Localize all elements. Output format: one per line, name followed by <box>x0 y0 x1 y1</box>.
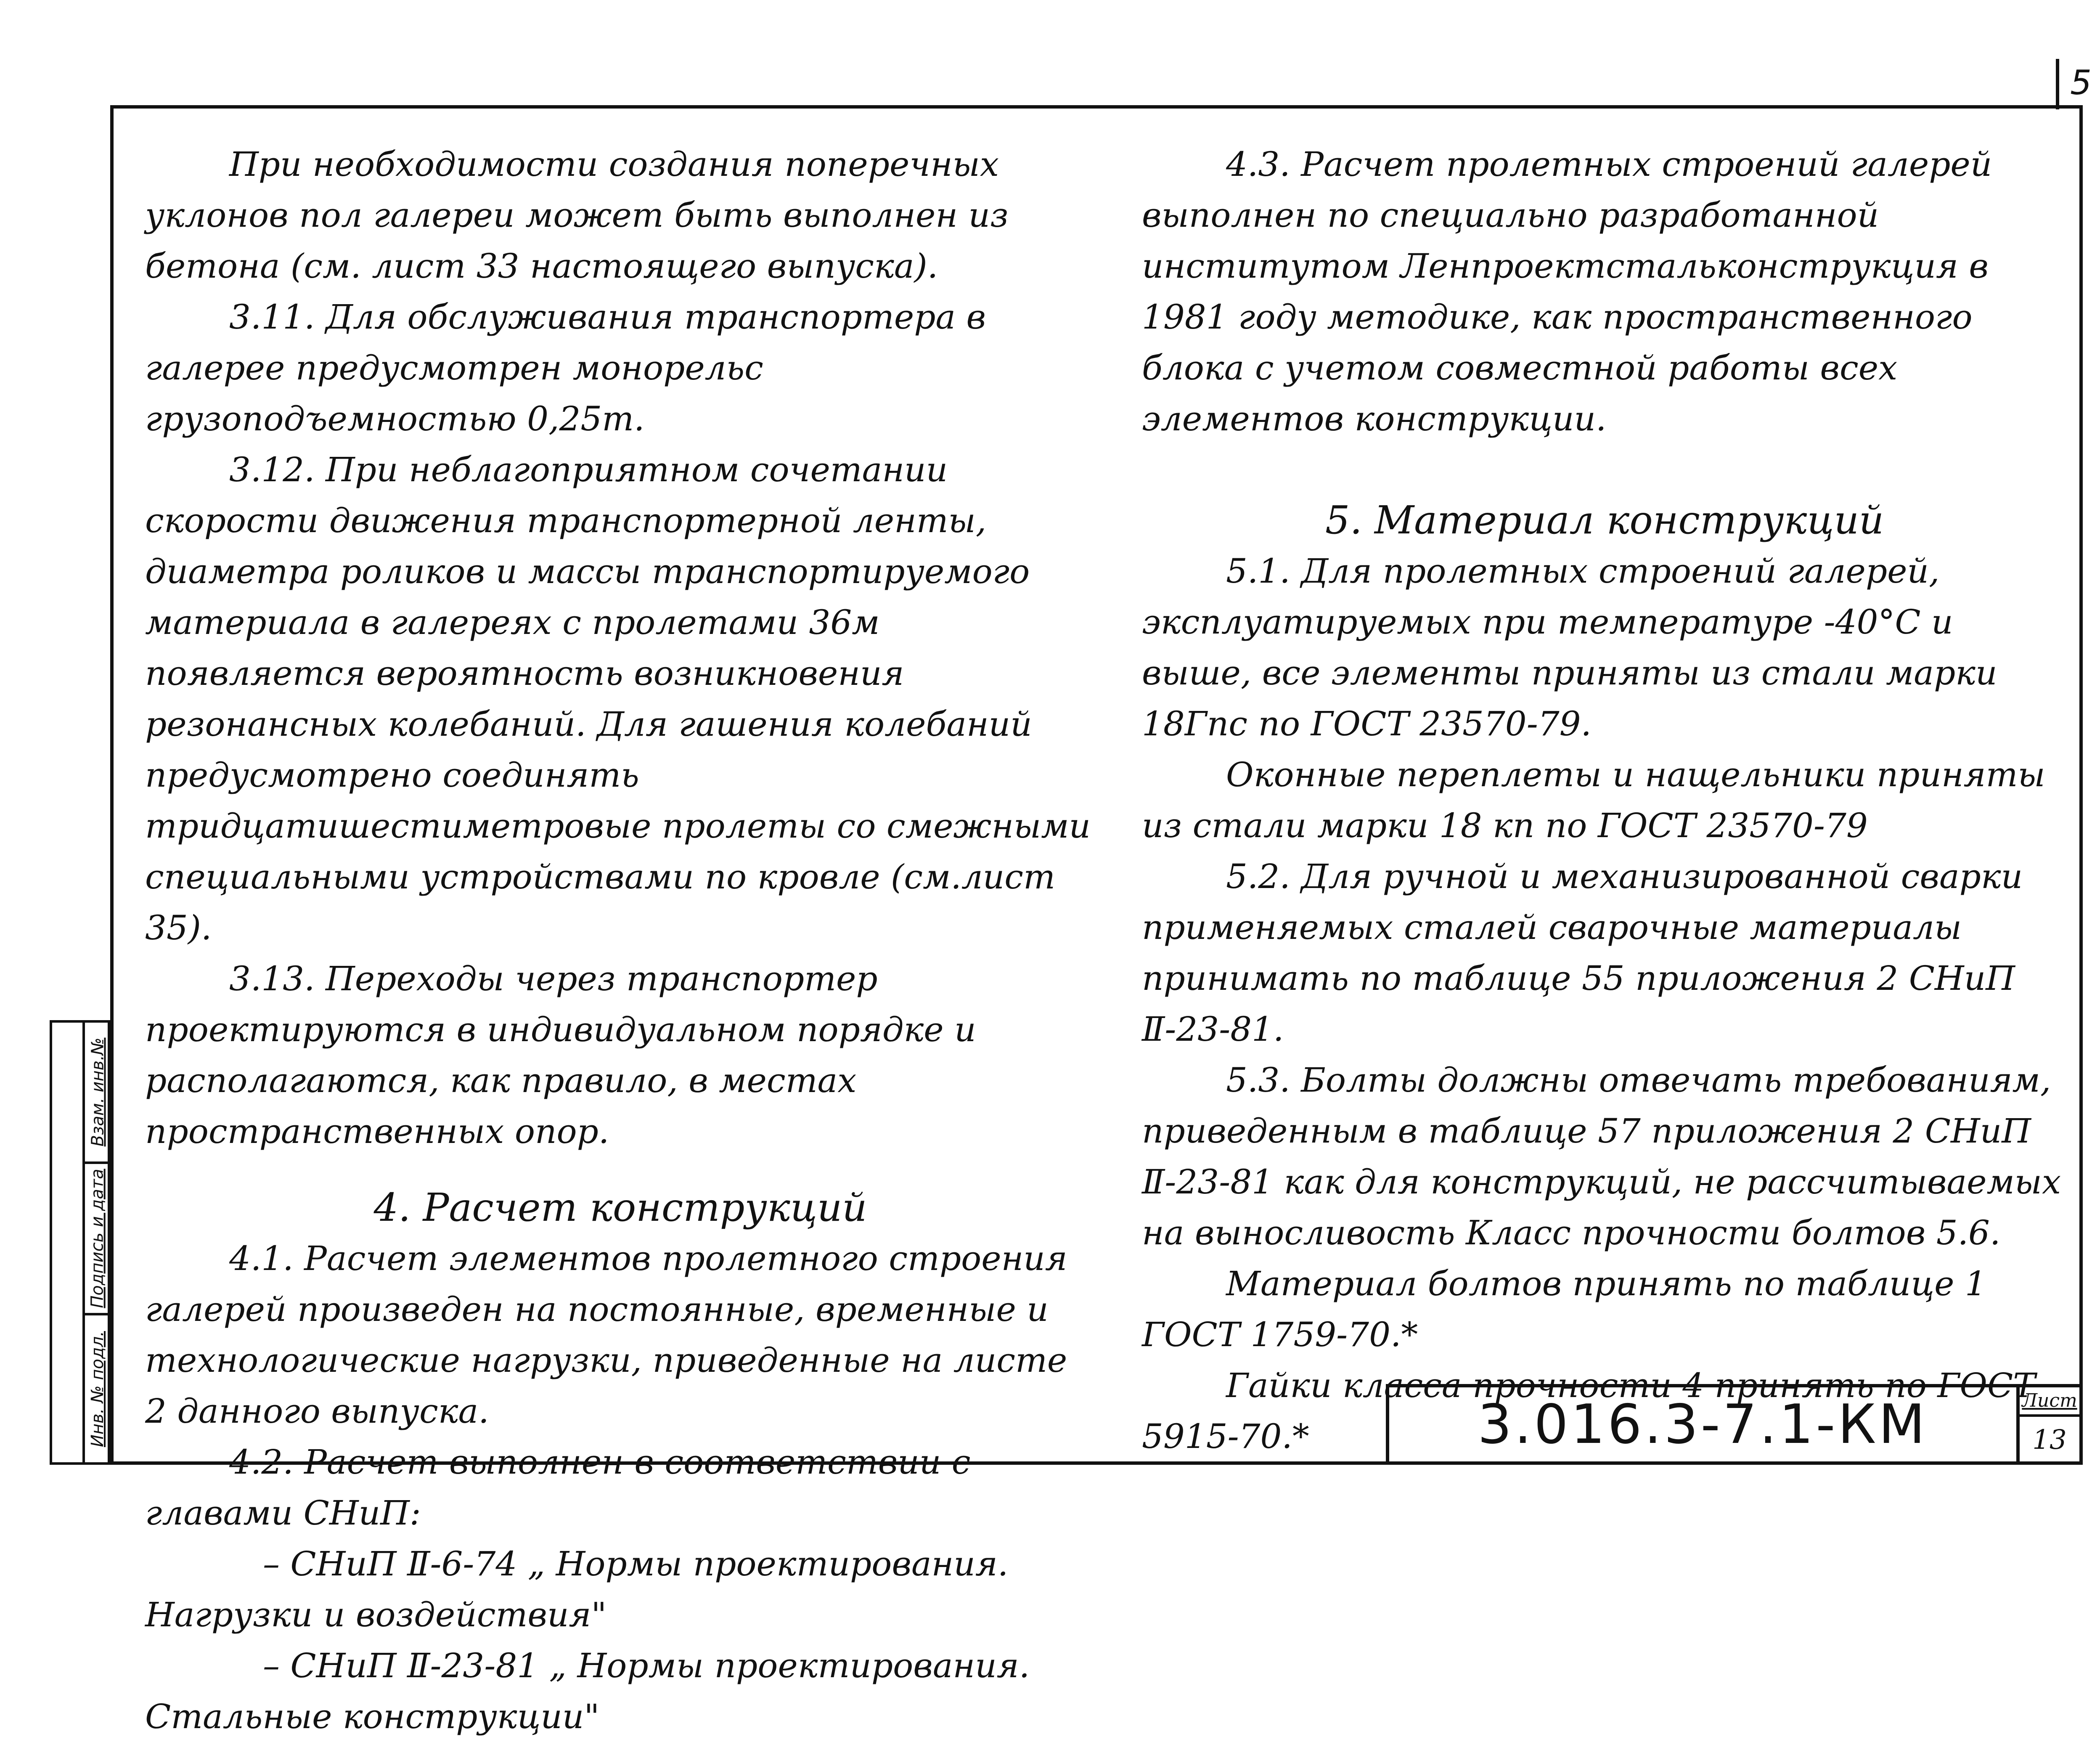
paragraph-5-3: 5.3. Болты должны отвечать требованиям, приведенным в таблице 57 приложения 2 СНиП Ⅱ-23-81 как для конструкций, не рассчитываемых на выносливость Класс прочности болтов 5.6. <box>1142 1061 2061 1252</box>
right-column <box>1142 139 2067 1462</box>
paragraph: При необходимости создания поперечных уклонов пол галереи может быть выполнен из бетона (см. лист 33 настоящего выпуска). <box>145 145 1009 286</box>
section-heading-5: 5. Материал конструкций <box>1325 498 1884 543</box>
left-column <box>145 139 1096 1742</box>
paragraph-5-2: 5.2. Для ручной и механизированной сварки применяемых сталей сварочные материалы принимать по таблице 55 приложения 2 СНиП Ⅱ-23-81. <box>1142 857 2023 1049</box>
paragraph-3-11: 3.11. Для обслуживания транспортера в галерее предусмотрен монорельс грузоподъемностью 0,25т. <box>145 297 986 438</box>
side-stamp-label-inv: Инв. № подл. <box>88 1331 107 1447</box>
side-stamp-label-vzam: Взам. инв.№ <box>88 1037 107 1147</box>
paragraph-4-1: 4.1. Расчет элементов пролетного строения галерей произведен на постоянные, временные и технологические нагрузки, приведенные на листе 2 данного выпуска. <box>145 1239 1067 1431</box>
paragraph-3-13: 3.13. Переходы через транспортер проектируются в индивидуальном порядке и располагаются, как правило, в местах пространственных опор. <box>145 959 976 1151</box>
paragraph-4-3: 4.3. Расчет пролетных строений галерей выполнен по специально разработанной институтом Ленпроектстальконструкция в 1981 году методике, как пространственного блока с учетом совместной работы всех элементов конструкции. <box>1142 145 1992 438</box>
side-stamp-cell <box>85 1164 110 1313</box>
side-stamp <box>50 1020 110 1465</box>
side-stamp-cell <box>85 1315 110 1463</box>
section-heading-4: 4. Расчет конструкций <box>373 1185 867 1230</box>
page-number-mark <box>2056 59 2059 109</box>
side-stamp-label-podpis: Подпись и дата <box>88 1169 108 1308</box>
sheet-value: 13 <box>2032 1424 2067 1456</box>
sheet-cell <box>2016 1387 2079 1461</box>
page-number: 5 <box>2070 63 2092 102</box>
paragraph: Гайки класса прочности 4 принять по ГОСТ 5915-70.* <box>1142 1366 2036 1456</box>
document-designation: 3.016.3-7.1-КМ <box>1478 1393 1928 1456</box>
paragraph: Материал болтов принять по таблице 1 ГОСТ 1759-70.* <box>1142 1264 1986 1354</box>
sheet-label: Лист <box>2020 1387 2079 1417</box>
paragraph-snip-6-74: – СНиП Ⅱ-6-74 „ Нормы проектирования. Нагрузки и воздействия" <box>145 1544 1009 1634</box>
paragraph: Оконные переплеты и нащельники приняты из стали марки 18 кп по ГОСТ 23570-79 <box>1142 755 2045 845</box>
title-block <box>1386 1384 2083 1465</box>
paragraph-5-1: 5.1. Для пролетных строений галерей, эксплуатируемых при температуре -40°С и выше, все элементы приняты из стали марки 18Гпс по ГОСТ 23570-79. <box>1142 552 1997 743</box>
paragraph-4-2: 4.2. Расчет выполнен в соответствии с главами СНиП: <box>145 1442 971 1533</box>
paragraph-3-12: 3.12. При неблагоприятном сочетании скорости движения транспортерной ленты, диаметра роликов и массы транспортируемого материала в галереях с пролетами 36м появляется вероятность возникновения резонансных колебаний. Для гашения колебаний предусмотрено соединять тридцатишестиметровые пролеты со смежными специальными устройствами по кровле (см.лист 35). <box>145 450 1091 947</box>
side-stamp-cell <box>85 1023 110 1161</box>
paragraph-snip-23-81: – СНиП Ⅱ-23-81 „ Нормы проектирования. Стальные конструкции" <box>145 1646 1030 1736</box>
